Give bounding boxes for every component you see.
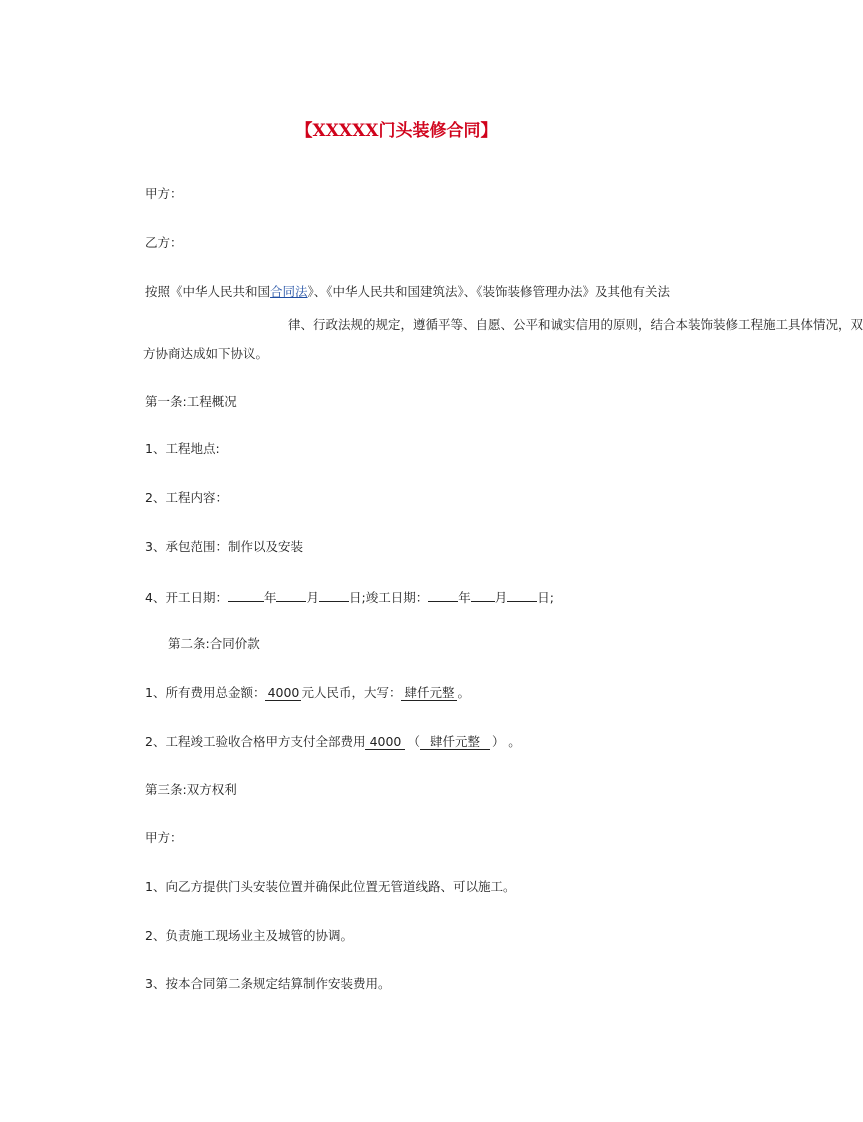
final-payment-words: 肆仟元整 — [420, 734, 490, 750]
article-3-item-2: 2、负责施工现场业主及城管的协调。 — [145, 928, 353, 943]
intro-line-1-suffix: 》、《中华人民共和国建筑法》、《装饰装修管理办法》及其他有关法 — [307, 284, 671, 299]
end-year-blank — [428, 586, 458, 602]
total-amount-suffix: 。 — [457, 685, 470, 700]
total-amount-label: 1、所有费用总金额： — [145, 685, 266, 700]
final-payment-suffix: 。 — [508, 734, 521, 749]
end-day-unit: 日; — [537, 590, 554, 605]
total-amount-words: 肆仟元整 — [401, 685, 457, 701]
party-a-label: 甲方： — [145, 186, 183, 201]
article-3-item-1: 1、向乙方提供门头安装位置并确保此位置无管道线路、可以施工。 — [145, 879, 516, 894]
final-payment-close-paren: ） — [491, 734, 499, 749]
intro-line-1-prefix: 按照《中华人民共和国 — [145, 284, 271, 299]
document-title: 【XXXXX门头装修合同】 — [295, 121, 498, 141]
article-3-party-a-label: 甲方： — [145, 830, 183, 845]
total-amount-middle: 元人民币，大写： — [301, 685, 402, 700]
end-year-unit: 年 — [458, 590, 471, 605]
contract-law-link[interactable]: 合同法 — [270, 284, 308, 299]
end-day-blank — [507, 586, 537, 602]
article-1-item-1: 1、工程地点: — [145, 441, 220, 456]
final-payment-label: 2、工程竣工验收合格甲方支付全部费用 — [145, 734, 366, 749]
intro-line-1 — [145, 283, 670, 301]
article-2-item-1 — [145, 684, 470, 702]
article-1-item-4 — [145, 586, 554, 607]
article-1-item-2: 2、工程内容： — [145, 490, 228, 505]
intro-line-2: 律、行政法规的规定，遵循平等、自愿、公平和诚实信用的原则，结合本装饰装修工程施工具体情况，双 — [288, 317, 863, 332]
start-year-blank — [228, 586, 264, 602]
start-month-unit: 月 — [306, 590, 319, 605]
end-month-unit: 月 — [494, 590, 508, 605]
intro-line-3: 方协商达成如下协议。 — [143, 346, 269, 361]
start-day-blank — [319, 586, 349, 602]
end-month-blank — [471, 586, 495, 602]
article-2-item-2 — [145, 733, 521, 751]
start-year-unit: 年 — [263, 590, 277, 605]
final-payment-value: 4000 — [365, 734, 405, 750]
end-date-label: 日;竣工日期： — [349, 590, 429, 605]
article-3-item-3: 3、按本合同第二条规定结算制作安装费用。 — [145, 976, 391, 991]
start-month-blank — [276, 586, 306, 602]
start-date-label: 4、开工日期： — [145, 590, 228, 605]
article-1-item-3: 3、承包范围：制作以及安装 — [145, 539, 303, 554]
article-3-heading: 第三条:双方权利 — [145, 782, 237, 797]
final-payment-open-paren: （ — [407, 734, 420, 749]
article-1-heading: 第一条:工程概况 — [145, 394, 237, 409]
article-2-heading: 第二条:合同价款 — [168, 636, 260, 651]
total-amount-value: 4000 — [265, 685, 301, 701]
party-b-label: 乙方： — [145, 235, 183, 250]
